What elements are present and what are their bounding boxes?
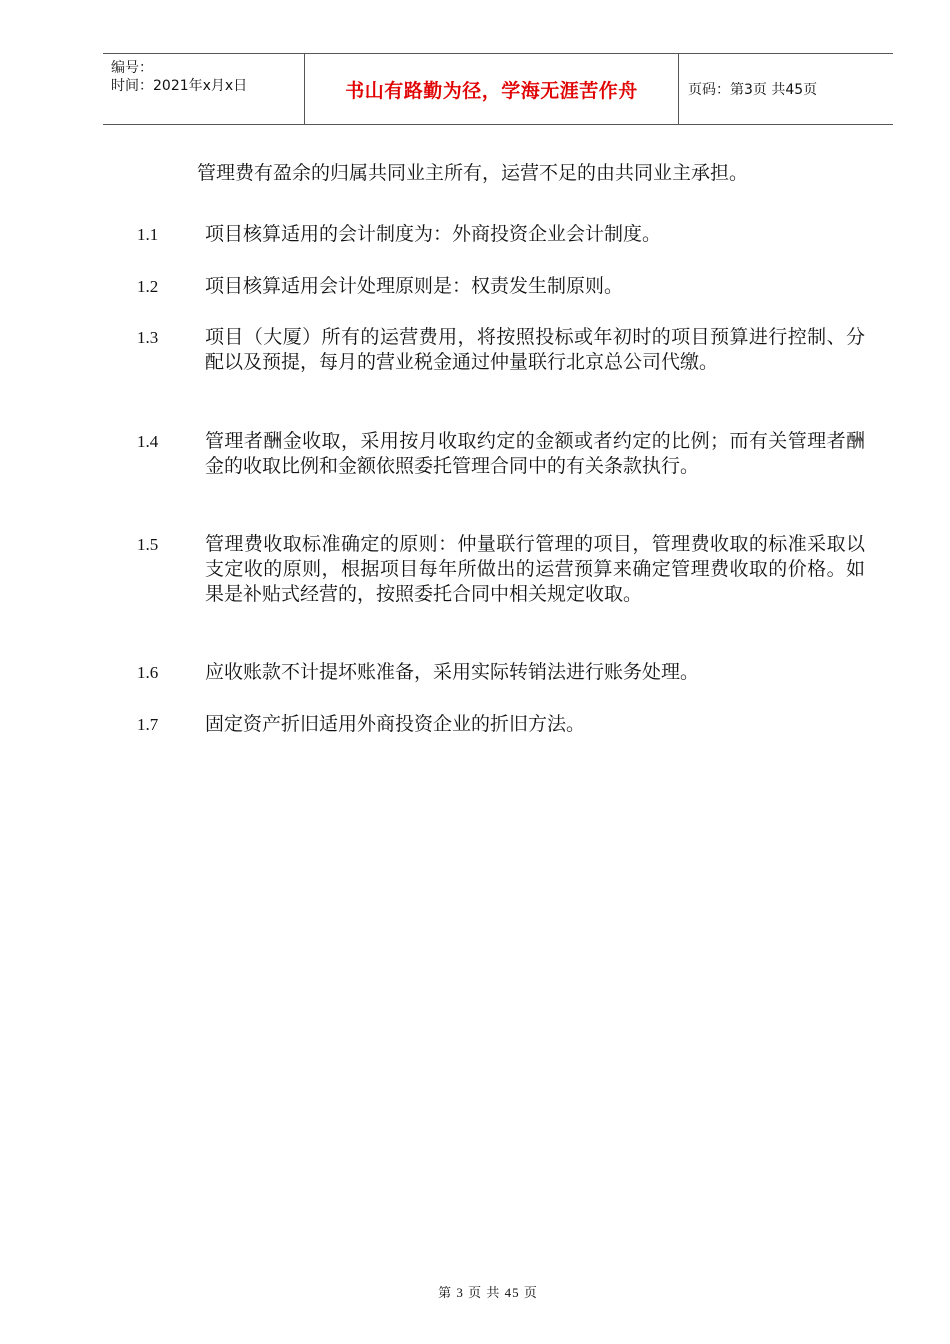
clause-number: 1.6 <box>137 663 159 682</box>
clause-number: 1.4 <box>137 432 159 451</box>
clause-text: 管理者酬金收取，采用按月收取约定的金额或者约定的比例；而有关管理者酬金的收取比例和金额依照委托管理合同中的有关条款执行。 <box>205 430 865 477</box>
intro-paragraph: 管理费有盈余的归属共同业主所有，运营不足的由共同业主承担。 <box>197 162 749 184</box>
header-meta-cell <box>103 54 305 124</box>
page-header <box>103 53 893 125</box>
clause-text: 项目核算适用的会计制度为：外商投资企业会计制度。 <box>205 223 662 245</box>
clause-number: 1.2 <box>137 277 159 296</box>
clause-text: 管理费收取标准确定的原则：仲量联行管理的项目，管理费收取的标准采取以支定收的原则，根据项目每年所做出的运营预算来确定管理费收取的价格。如果是补贴式经营的，按照委托合同中相关规定收取。 <box>205 533 865 605</box>
header-motto: 书山有路勤为径，学海无涯苦作舟 <box>345 79 638 102</box>
header-page-info: 页码：第3页 共45页 <box>688 82 818 98</box>
document-number-label: 编号： <box>111 60 153 76</box>
header-page-cell <box>679 54 893 124</box>
header-motto-cell <box>305 54 679 124</box>
document-date: 时间：2021年x月x日 <box>111 78 248 94</box>
clause-text: 项目（大厦）所有的运营费用，将按照投标或年初时的项目预算进行控制、分配以及预提，每月的营业税金通过仲量联行北京总公司代缴。 <box>205 326 865 373</box>
clause-text: 固定资产折旧适用外商投资企业的折旧方法。 <box>205 713 586 735</box>
clause-number: 1.3 <box>137 328 159 347</box>
clause-text: 项目核算适用会计处理原则是：权责发生制原则。 <box>205 275 624 297</box>
clause-number: 1.5 <box>137 535 159 554</box>
page-footer: 第 3 页 共 45 页 <box>438 1285 538 1300</box>
clause-number: 1.7 <box>137 715 159 734</box>
clause-number: 1.1 <box>137 225 159 244</box>
clause-text: 应收账款不计提坏账准备，采用实际转销法进行账务处理。 <box>205 661 700 683</box>
